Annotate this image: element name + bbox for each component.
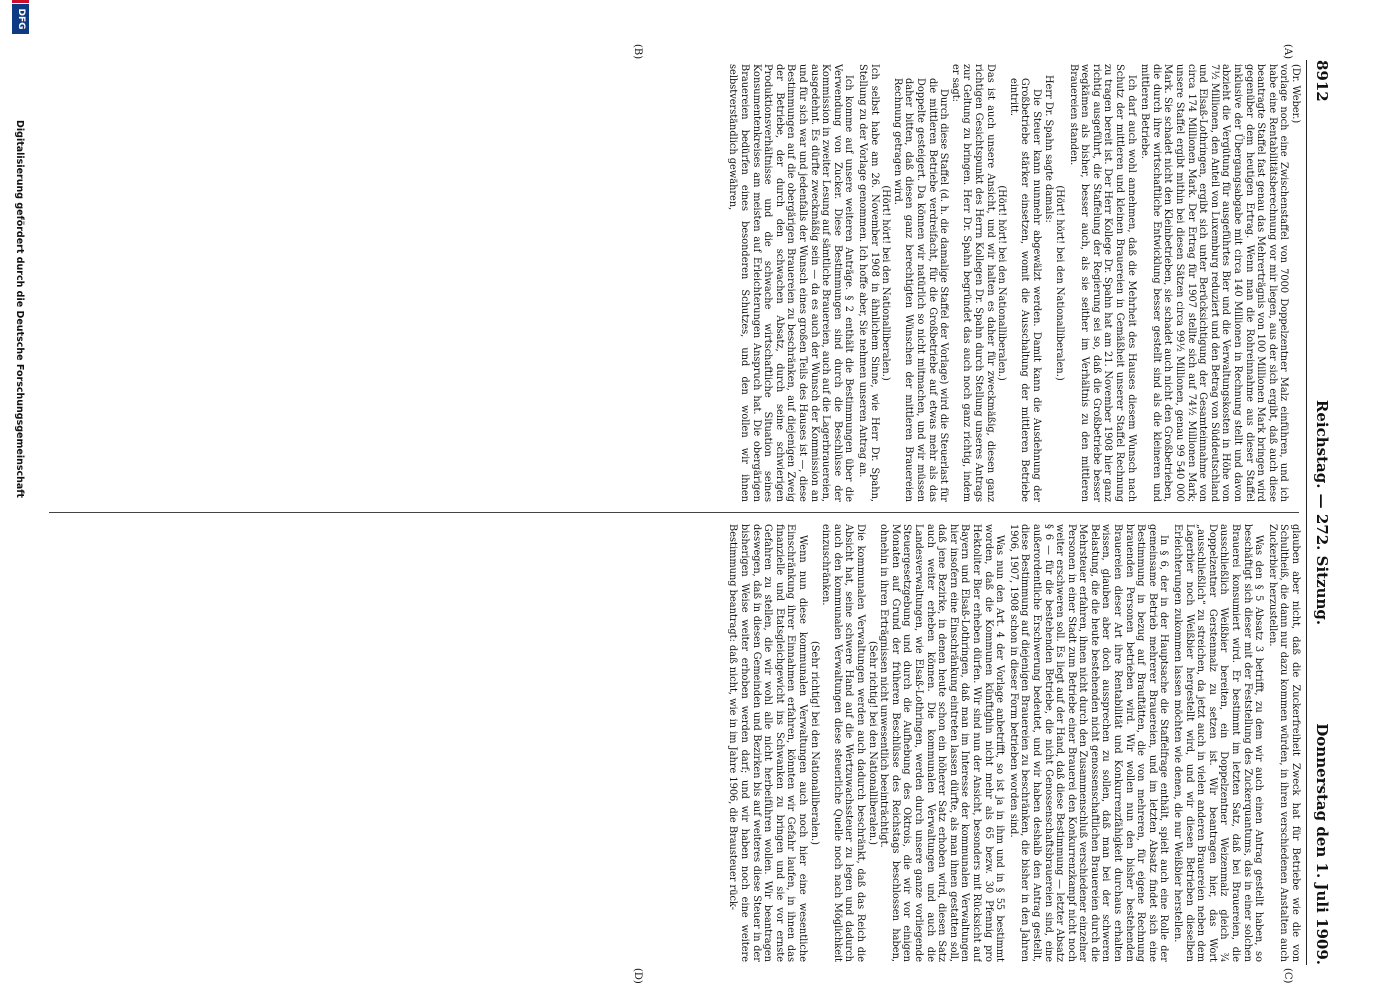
digitization-note: Digitalisierung gefördert durch die Deutsche Forschungsgemeinschaft [14, 120, 25, 498]
page-number: 8912 [1313, 60, 1331, 102]
interjection: (Sehr richtig! bei den Nationalliberalen.) [808, 641, 820, 845]
paragraph: Ich darf auch wohl annehmen, daß die Mehrheit des Hauses diesem Wunsch nach Schutz der mittleren und kleinen Brauereien in Gemäßheit unserer Staffel Rechnung zu tragen bereit ist. Der Herr Kollege Dr. Spahn hat am 21. November 1908 hier ganz richtig ausgeführt, die Staffelung der Regierung sei so, daß die Großbetriebe besser wegkämen als bisher, besser auch, als sie seither im Verhältnis zu den mittleren Brauereien standen. [1067, 64, 1137, 502]
interjection: (Hört! hört! bei den Nationalliberalen.) [996, 185, 1008, 381]
session-date: Donnerstag den 1. Juli 1909. [1313, 723, 1331, 965]
digitization-strip [5, 0, 35, 1000]
paragraph: Das ist auch unsere Ansicht, und wir halten es daher für zweckmäßig, diesen ganz richtigen Gesichtspunkt des Herrn Kollegen Dr. Spahn durch Stellung unseres Antrags zur Geltung zu bringen. Herr Dr. Spahn begründet das auch noch ganz richtig, indem er sagt: [949, 64, 996, 502]
quotation: Durch diese Staffel (d. h. die damalige Staffel der Vorlage) wird die Steuerlast für die mittleren Betriebe verdreifacht, für die Großbetriebe auf etwas mehr als das Doppelte gesteigert. Da können wir natürlich so nicht mitmachen, und wir müssen daher bitten, daß diesen ganz berechtigten Wünschen der mittleren Brauereien Rechnung getragen wird. [891, 78, 950, 502]
paragraph: Ich selbst habe am 26. November 1908 in ähnlichem Sinne, wie Herr Dr. Spahn, Stellung zu der Vorlage genommen. Ich hoffe aber, Sie nehmen unseren Antrag an. [857, 64, 880, 502]
header-rule [1306, 60, 1307, 965]
text-column-left [46, 64, 1301, 502]
paragraph: vorlage noch eine Zwischenstaffel von 7000 Doppelzentner Malz einführen, und ich habe eine Rentabilitätsberechnung vor mir liegen, aus der sich ergibt, daß auch diese beantragte Staffel fast genau das Mehrerträgnis von 100 Millionen Mark bringen wird gegenüber dem heutigen Ertrag. Wenn man die Rohreinnahme aus dieser Staffel inklusive der Übergangsabgabe mit circa 140 Millionen in Rechnung stellt und davon abzieht die Vergütung für ausgeführtes Bier und die Verwaltungskosten in Höhe von 7½ Millionen, den Anteil von Luxemburg reduziert und den Betrag von Süddeutschland und Elsaß-Lothringen, ergibt sich unter Berücksichtigung der Gesamteinnahme von circa 174 Millionen Mark. Der Ertrag für 1907 stellte sich auf 74½ Millionen Mark; unsere Staffel ergibt mithin bei diesen Sätzen circa 99½ Millionen, genau 99 540 000 Mark. Sie schadet nicht den Kleinbetrieben, sie schadet auch nicht den Großbetrieben, die durch ihre wirtschaftliche Entwicklung besser gestellt sind als die kleineren und mittleren Betriebe. [1139, 64, 1290, 502]
paragraph: Herr Dr. Spahn sagte damals: [1042, 75, 1054, 223]
margin-mark-d: (D) [632, 968, 643, 984]
quotation: Die Steuer kann nunmehr abgewälzt werden. Damit kann die Ausdehnung der Großbetriebe stärker einsetzen, womit die Ausschaltung der mittleren Betriebe eintritt. [1007, 78, 1042, 502]
margin-mark-c: (C) [1282, 968, 1293, 984]
text-column-right [46, 524, 1301, 962]
margin-mark-b: (B) [632, 44, 643, 60]
margin-mark-a: (A) [1282, 44, 1293, 60]
dfg-logo-accent [12, 0, 29, 3]
interjection: (Sehr richtig! bei den Nationalliberalen.) [866, 641, 878, 845]
paragraph: Die kommunalen Verwaltungen werden auch dadurch beschränkt, daß das Reich die Absicht hat, seine schwere Hand auf die Wertzuwachssteuer zu legen und dadurch auch den kommunalen Verwaltungen diese steuerliche Quelle noch nach Möglichkeit einzuschränken. [820, 524, 867, 962]
paragraph: Wenn nun diese kommunalen Verwaltungen auch noch hier eine wesentliche Einschränkung ihrer Einnahmen erfahren, könnten wir Gefahr laufen, in ihnen das finanzielle und Etatsgleichgewicht ins Schwanken zu bringen und sie vor ernste Gefahren zu stellen, die wir wohl alle nicht herbeiführen wollen. Wir beantragen deswegen, daß in diesen Gemeinden und Bezirken bis auf weiteres diese Steuer in der bisherigen Weise weiter erhoben werden darf; und wir haben noch eine weitere Bestimmung beantragt: daß nicht, wie in im Jahre 1906, die Brausteuer rück- [727, 524, 809, 962]
paragraph: Was nun den Art. 4 der Vorlage anbetrifft, so ist ja in ihm und in § 55 bestimmt worden, daß die Kommunen künftighin nicht mehr als 65 bezw. 30 Pfennig pro Hektoliter Bier erheben dürfen. Wir sind nun der Ansicht, besonders mit Rücksicht auf Bayern und Elsaß-Lothringen, daß man im Interesse der kommunalen Verwaltungen hier insofern eine Einschränkung eintreten lassen dürfte, als man ihnen gestatten soll, daß jene Bezirke, in denen heute schon ein höherer Satz erhoben wird, diesen Satz auch weiter erheben können. Die kommunalen Verwaltungen und auch die Landesverwaltungen, wie Elsaß-Lothringen, werden durch unsere ganze vorliegende Steuergesetzgebung und durch die Aufhebung des Oktrois, die wir vor einigen Monaten auf Grund der früheren Beschlüsse des Reichstags beschlossen haben, ohnehin in ihren Erträgnissen nicht unwesentlich beeinträchtigt. [878, 524, 1006, 962]
interjection: (Hört! hört! bei den Nationalliberalen.) [880, 185, 892, 381]
paragraph: Ich komme auf unsere weiteren Anträge. § 2 enthält die Bestimmungen über die Verwendung von Zucker. Diese Bestimmungen sind durch die Beschlüsse der Kommission in zweiter Lesung auf sämtliche Brauereien, auch auf die Lagerbrauereien, ausgedehnt. Es dürfte zweckmäßig sein — da es auch der Wunsch der Kommission an und für sich war und jedenfalls der Wunsch eines großen Teils des Hauses ist —, diese Bestimmungen auf die obergärigen Brauereien zu beschränken, auf diejenigen Zweig der Betriebe, der durch den schwachen Absatz, durch seine schwierigen Produktionsverhältnisse und die schwache wirtschaftliche Situation seines Konsumentenkreises am meisten auf Erleichterungen Anspruch hat. Die obergärigen Brauereien bedürfen eines besonderen Schutzes, und den wollen wir ihnen selbstverständlich gewähren, [727, 64, 855, 502]
interjection: (Hört! hört! bei den Nationalliberalen.) [1054, 185, 1066, 381]
column-divider [49, 512, 1299, 513]
session-title: Reichstag. — 272. Sitzung. [1313, 399, 1331, 626]
paragraph: In § 6, der in der Hauptsache die Staffelfrage enthält, spielt auch eine Rolle der gemeinsame Betrieb mehrerer Brauereien, und im letzten Absatz findet sich eine Bestimmung in bezug auf Brauftätten, die von mehreren, für eigene Rechnung brauenden Personen betrieben wird. Wir wollen nun den bisher bestehenden Brauereien dieser Art ihre Rentabilität und Konkurrenzfähigkeit durchaus erhalten wissen, glauben aber doch aussprechen zu sollen, daß man bei der schweren Belastung, die die heute bestehenden nicht genossenschaftlichen Brauereien durch die Mehrsteuer erfahren, ihnen nicht durch den Zusammenschluß verschiedener einzelner Personen in einer Stadt zum Betriebe einer Brauerei den Konkurrenzkampf nicht noch weiter erschweren soll. Es liegt auf der Hand, daß diese Bestimmung — letzter Absatz § 6 — für die bestehenden Betriebe, die nicht Genossenschaftsbrauereien sind, eine außerordentliche Erschwerung bedeutet, und wir haben deshalb den Antrag gestellt, diese Bestimmung auf diejenigen Brauereien zu beschränken, die bisher in den Jahren 1906, 1907, 1908 schon in dieser Form betrieben worden sind. [1007, 524, 1170, 962]
paragraph: glauben aber nicht, daß die Zuckerfreiheit Zweck hat für Betriebe wie die von Schultheiß, die dann nur dazu kommen würden, in ihren verschiedenen Anstalten auch Zuckerbier herzustellen. [1266, 524, 1301, 962]
speaker-label: (Dr. Weber.) [1290, 64, 1301, 124]
running-header [1309, 60, 1331, 965]
dfg-logo [12, 4, 29, 34]
paragraph: Was den § 5 Absatz 3 betrifft, zu dem wir auch einen Antrag gestellt haben, so beschäftigt sich dieser mit der Feststellung des Zuckerquantums, das in einer solchen Brauerei konsumiert wird. Er bestimmt im letzten Satz, daß bei Brauereien, die ausschließlich Weißbier bereiten, ein Doppelzentner Weizenmalz gleich ¾ Doppelzentner Gerstenmalz zu setzen ist. Wir beantragen hier, das Wort „ausschließlich“ zu streichen, da jetzt auch in vielen anderen Brauereien neben dem Lagerbier noch Weißbier hergestellt wird, und wir diesen Betrieben dieselben Erleichterungen zukommen lassen möchten wie denen, die nur Weißbier herstellen. [1172, 524, 1265, 962]
dfg-logo-text: DFG [16, 8, 26, 30]
